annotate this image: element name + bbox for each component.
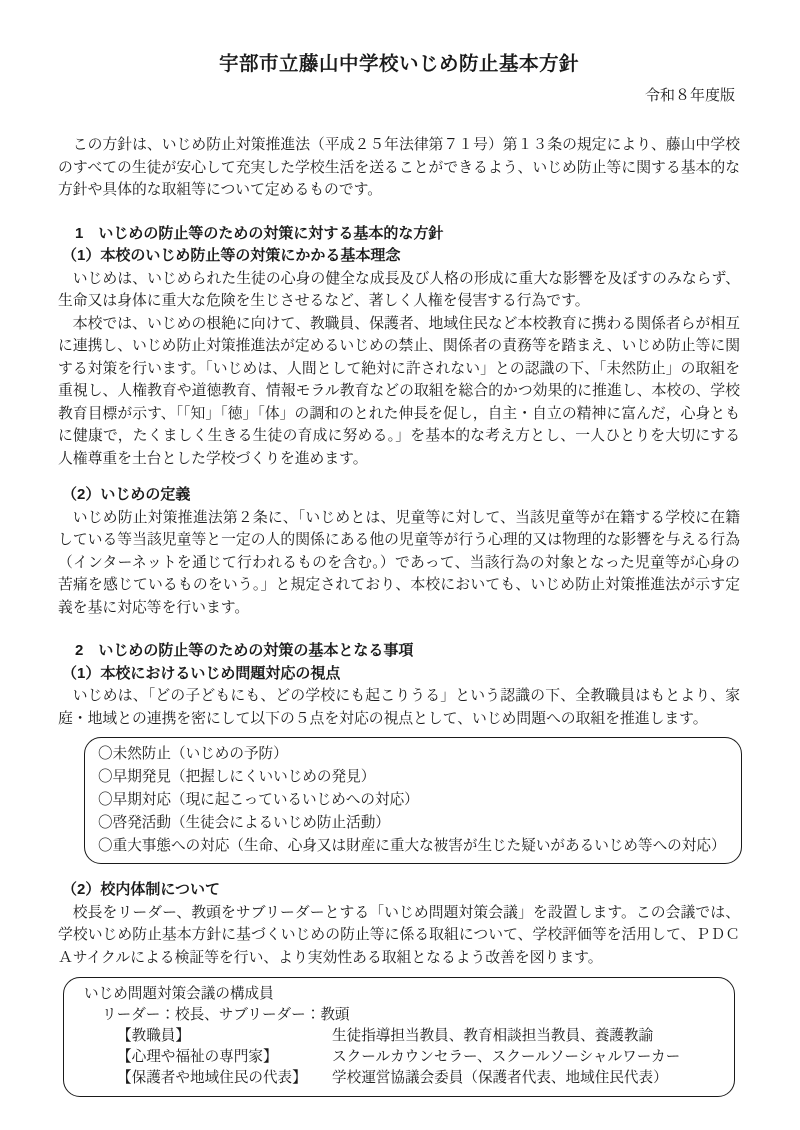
council-members-box xyxy=(63,977,735,1097)
member-category-label: 【教職員】 xyxy=(117,1028,190,1044)
viewpoint-item-early-detection: 〇早期発見（把握しにくいいじめの発見） xyxy=(98,769,376,785)
viewpoints-box xyxy=(84,737,742,864)
viewpoint-item-early-response: 〇早期対応（現に起こっているいじめへの対応） xyxy=(98,792,419,808)
section-1-heading: 1 いじめの防止等のための対策に対する基本的な方針 xyxy=(75,224,444,242)
council-box-title: いじめ問題対策会議の構成員 xyxy=(84,986,274,1002)
viewpoints-intro-paragraph: いじめは、「どの子どもにも、どの学校にも起こりうる」という認識の下、全教職員はもとより、家庭・地域との連携を密にして以下の５点を対応の視点として、いじめ問題への取組を推進します。 xyxy=(58,688,740,727)
member-names: 学校運営協議会委員（保護者代表、地域住民代表） xyxy=(332,1070,668,1086)
school-system-paragraph: 校長をリーダー、教頭をサブリーダーとする「いじめ問題対策会議」を設置します。この会議では、学校いじめ防止基本方針に基づくいじめの防止等に係る取組について、学校評価等を活用して、ＰＤＣＡサイクルによる検証等を行い、より実効性ある取組となるよう改善を図ります。 xyxy=(58,904,740,966)
member-category-label: 【保護者や地域住民の代表】 xyxy=(117,1070,307,1086)
council-member-row-representatives xyxy=(117,1068,726,1089)
council-member-row-staff xyxy=(117,1026,726,1047)
section-1-1-heading: （1）本校のいじめ防止等の対策にかかる基本理念 xyxy=(62,247,401,264)
council-member-row-specialists xyxy=(117,1047,726,1068)
member-category-label: 【心理や福祉の専門家】 xyxy=(117,1049,278,1065)
bullying-definition-paragraph: いじめ防止対策推進法第２条に、「いじめとは、児童等に対して、当該児童等が在籍する学校に在籍している等当該児童等と一定の人的関係にある他の児童等が行う心理的又は物理的な影響を与える行為（インターネットを通じて行われるものを含む。）であって、当該行為の対象となった児童等が心身の苦痛を感じているものをいう。」と規定されており、本校においても、いじめ防止対策推進法が示す定義を基に対応等を行います。 xyxy=(58,509,740,616)
member-names: 生徒指導担当教員、教育相談担当教員、養護教諭 xyxy=(332,1028,654,1044)
basic-philosophy-paragraph-1: いじめは、いじめられた生徒の心身の健全な成長及び人格の形成に重大な影響を及ぼすのみならず、生命又は身体に重大な危険を生じさせるなど、著しく人権を侵害する行為です。 xyxy=(58,270,740,309)
member-names: スクールカウンセラー、スクールソーシャルワーカー xyxy=(332,1049,681,1065)
council-leader-line: リーダー：校長、サブリーダー：教頭 xyxy=(102,1007,350,1023)
document-title: 宇部市立藤山中学校いじめ防止基本方針 xyxy=(218,53,579,75)
viewpoint-item-serious-incidents: 〇重大事態への対応（生命、心身又は財産に重大な被害が生じた疑いがあるいじめ等への対応） xyxy=(98,838,726,854)
edition-label: 令和８年度版 xyxy=(644,88,735,104)
section-2-2-heading: （2）校内体制について xyxy=(62,881,221,898)
section-2-heading: 2 いじめの防止等のための対策の基本となる事項 xyxy=(75,642,414,659)
viewpoint-item-awareness: 〇啓発活動（生徒会によるいじめ防止活動） xyxy=(98,815,390,831)
viewpoint-item-prevention: 〇未然防止（いじめの予防） xyxy=(98,746,288,762)
section-1-2-heading: （2）いじめの定義 xyxy=(62,486,191,503)
basic-philosophy-paragraph-2: 本校では、いじめの根絶に向けて、教職員、保護者、地域住民など本校教育に携わる関係者らが相互に連携し、いじめ防止対策推進法が定めるいじめの禁止、関係者の責務等を踏まえ、いじめ防止等に関する対策を行います。「いじめは、人間として絶対に許されない」との認識の下、「未然防止」の取組を重視し、人権教育や道徳教育、情報モラル教育などの取組を総合的かつ効果的に推進し、本校の、学校教育目標が示す、「「知」「徳」「体」の調和のとれた伸長を促し，自主・自立の精神に富んだ，心身ともに健康で，たくましく生きる生徒の育成に努める。」を基本的な考え方とし、一人ひとりを大切にする人権尊重を土台とした学校づくりを進めます。 xyxy=(58,315,740,467)
section-2-1-heading: （1）本校におけるいじめ問題対応の視点 xyxy=(62,664,341,682)
intro-paragraph: この方針は、いじめ防止対策推進法（平成２５年法律第７１号）第１３条の規定により、藤山中学校のすべての生徒が安心して充実した学校生活を送ることができるよう、いじめ防止等に関する基本的な方針や具体的な取組等について定めるものです。 xyxy=(58,137,740,198)
